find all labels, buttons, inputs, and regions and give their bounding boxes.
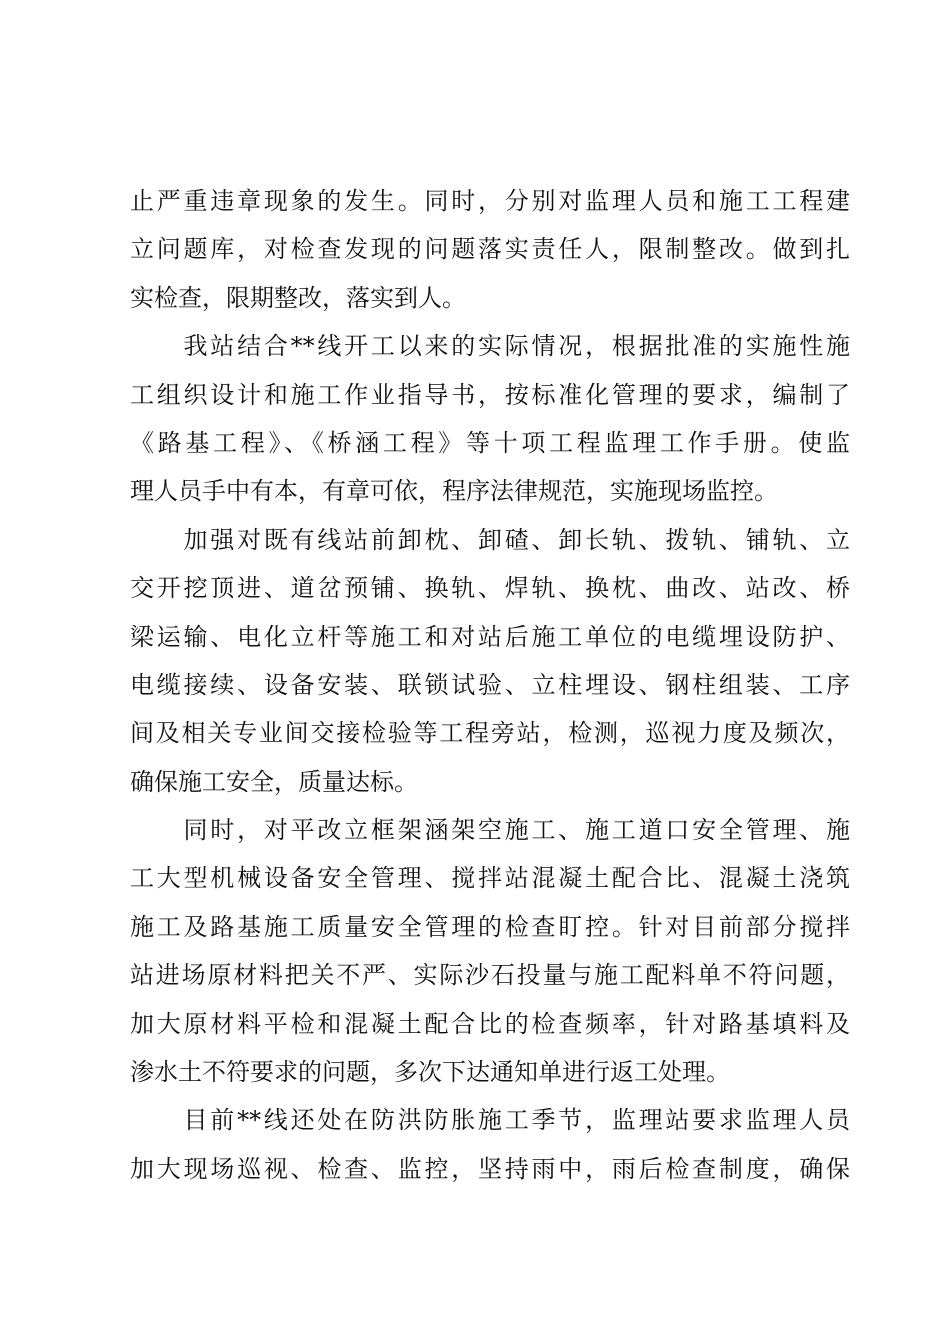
text-line: 施工及路基施工质量安全管理的检查盯控。针对目前部分搅拌	[130, 912, 850, 941]
paragraph-4	[130, 806, 850, 1096]
text-line: 渗水土不符要求的问题，多次下达通知单进行返工处理。	[130, 1058, 730, 1087]
text-line: 同时，对平改立框架涵架空施工、施工道口安全管理、施	[130, 816, 850, 845]
paragraph-2	[130, 322, 850, 516]
paragraph-3	[130, 516, 850, 806]
text-line: 理人员手中有本，有章可依，程序法律规范，实施现场监控。	[130, 477, 778, 506]
text-line: 《路基工程》、《桥涵工程》等十项工程监理工作手册。使监	[130, 428, 850, 457]
text-line: 站进场原材料把关不严、实际沙石投量与施工配料单不符问题，	[130, 961, 850, 990]
text-line: 加大现场巡视、检查、监控，坚持雨中，雨后检查制度，确保	[130, 1154, 850, 1183]
text-line: 加强对既有线站前卸枕、卸碴、卸长轨、拨轨、铺轨、立	[130, 525, 850, 554]
paragraph-5	[130, 1096, 850, 1193]
paragraph-1	[130, 177, 850, 322]
text-line: 间及相关专业间交接检验等工程旁站，检测，巡视力度及频次，	[130, 719, 850, 748]
text-line: 目前**线还处在防洪防胀施工季节，监理站要求监理人员	[130, 1106, 850, 1135]
text-line: 我站结合**线开工以来的实际情况，根据批准的实施性施	[130, 332, 850, 361]
text-line: 立问题库，对检查发现的问题落实责任人，限制整改。做到扎	[130, 235, 850, 264]
document-body	[130, 177, 850, 1193]
text-line: 电缆接续、设备安装、联锁试验、立柱埋设、钢柱组装、工序	[130, 670, 850, 699]
text-line: 止严重违章现象的发生。同时，分别对监理人员和施工工程建	[130, 187, 850, 215]
text-line: 梁运输、电化立杆等施工和对站后施工单位的电缆埋设防护、	[130, 622, 850, 651]
text-line: 确保施工安全，质量达标。	[130, 767, 418, 796]
text-line: 交开挖顶进、道岔预铺、换轨、焊轨、换枕、曲改、站改、桥	[130, 574, 850, 603]
text-line: 实检查，限期整改，落实到人。	[130, 283, 466, 312]
text-line: 加大原材料平检和混凝土配合比的检查频率，针对路基填料及	[130, 1009, 850, 1038]
text-line: 工大型机械设备安全管理、搅拌站混凝土配合比、混凝土浇筑	[130, 864, 850, 893]
text-line: 工组织设计和施工作业指导书，按标准化管理的要求，编制了	[130, 380, 850, 409]
